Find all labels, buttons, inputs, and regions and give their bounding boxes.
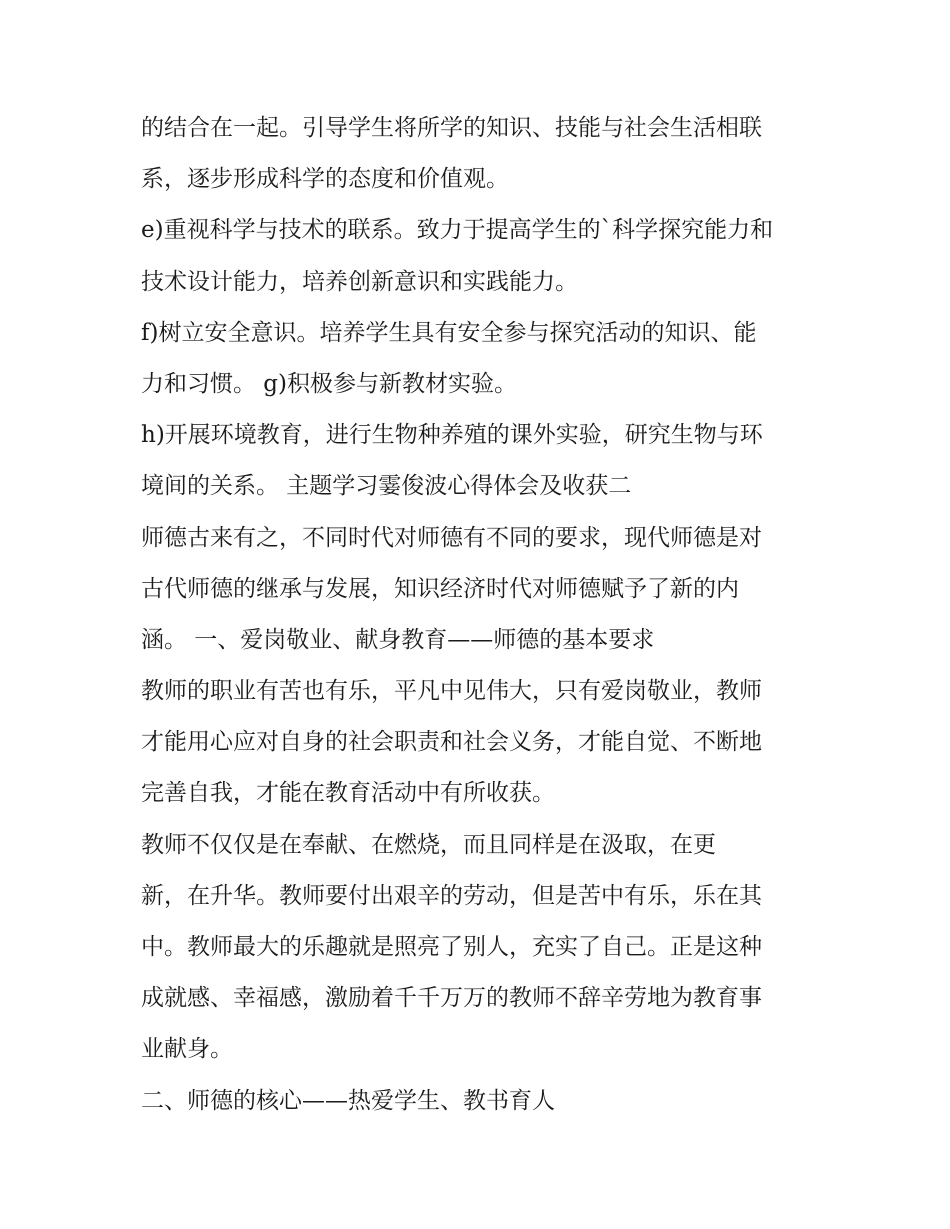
text-line: 才能用心应对自身的社会职责和社会义务，才能自觉、不断地 <box>141 729 762 756</box>
text-line: 完善自我，才能在教育活动中有所收获。 <box>141 780 555 807</box>
text-line: 系，逐步形成科学的态度和价值观。 <box>141 166 509 193</box>
text-line: f)树立安全意识。培养学生具有安全参与探究活动的知识、能 <box>141 319 757 346</box>
document-body-text <box>141 103 821 1127</box>
text-line: 涵。 一、爱岗敬业、献身教育——师德的基本要求 <box>141 626 655 653</box>
text-line: 古代师德的继承与发展，知识经济时代对师德赋予了新的内 <box>141 575 739 602</box>
text-line: 技术设计能力，培养创新意识和实践能力。 <box>141 268 578 295</box>
text-line: 成就感、幸福感，激励着千千万万的教师不辞辛劳地为教育事 <box>141 985 762 1012</box>
text-line: 境间的关系。 主题学习霎俊波心得体会及收获二 <box>141 473 632 500</box>
text-line: 教师不仅仅是在奉献、在燃烧，而且同样是在汲取，在更 <box>141 831 716 858</box>
text-line: 新，在升华。教师要付出艰辛的劳动，但是苦中有乐，乐在其 <box>141 882 762 909</box>
text-line: 二、师德的核心——热爱学生、教书育人 <box>141 1087 555 1114</box>
text-line: h)开展环境教育，进行生物种养殖的课外实验，研究生物与环 <box>141 422 763 449</box>
text-line: 教师的职业有苦也有乐，平凡中见伟大，只有爱岗敬业，教师 <box>141 678 762 705</box>
text-line: 的结合在一起。引导学生将所学的知识、技能与社会生活相联 <box>141 115 762 141</box>
text-line: 力和习惯。 g)积极参与新教材实验。 <box>141 370 518 397</box>
text-line: 业献身。 <box>141 1036 233 1063</box>
text-line: 中。教师最大的乐趣就是照亮了别人，充实了自己。正是这种 <box>141 934 762 960</box>
text-line: 师德古来有之，不同时代对师德有不同的要求，现代师德是对 <box>141 524 762 551</box>
text-line: e)重视科学与技术的联系。致力于提高学生的`科学探究能力和 <box>141 217 774 244</box>
